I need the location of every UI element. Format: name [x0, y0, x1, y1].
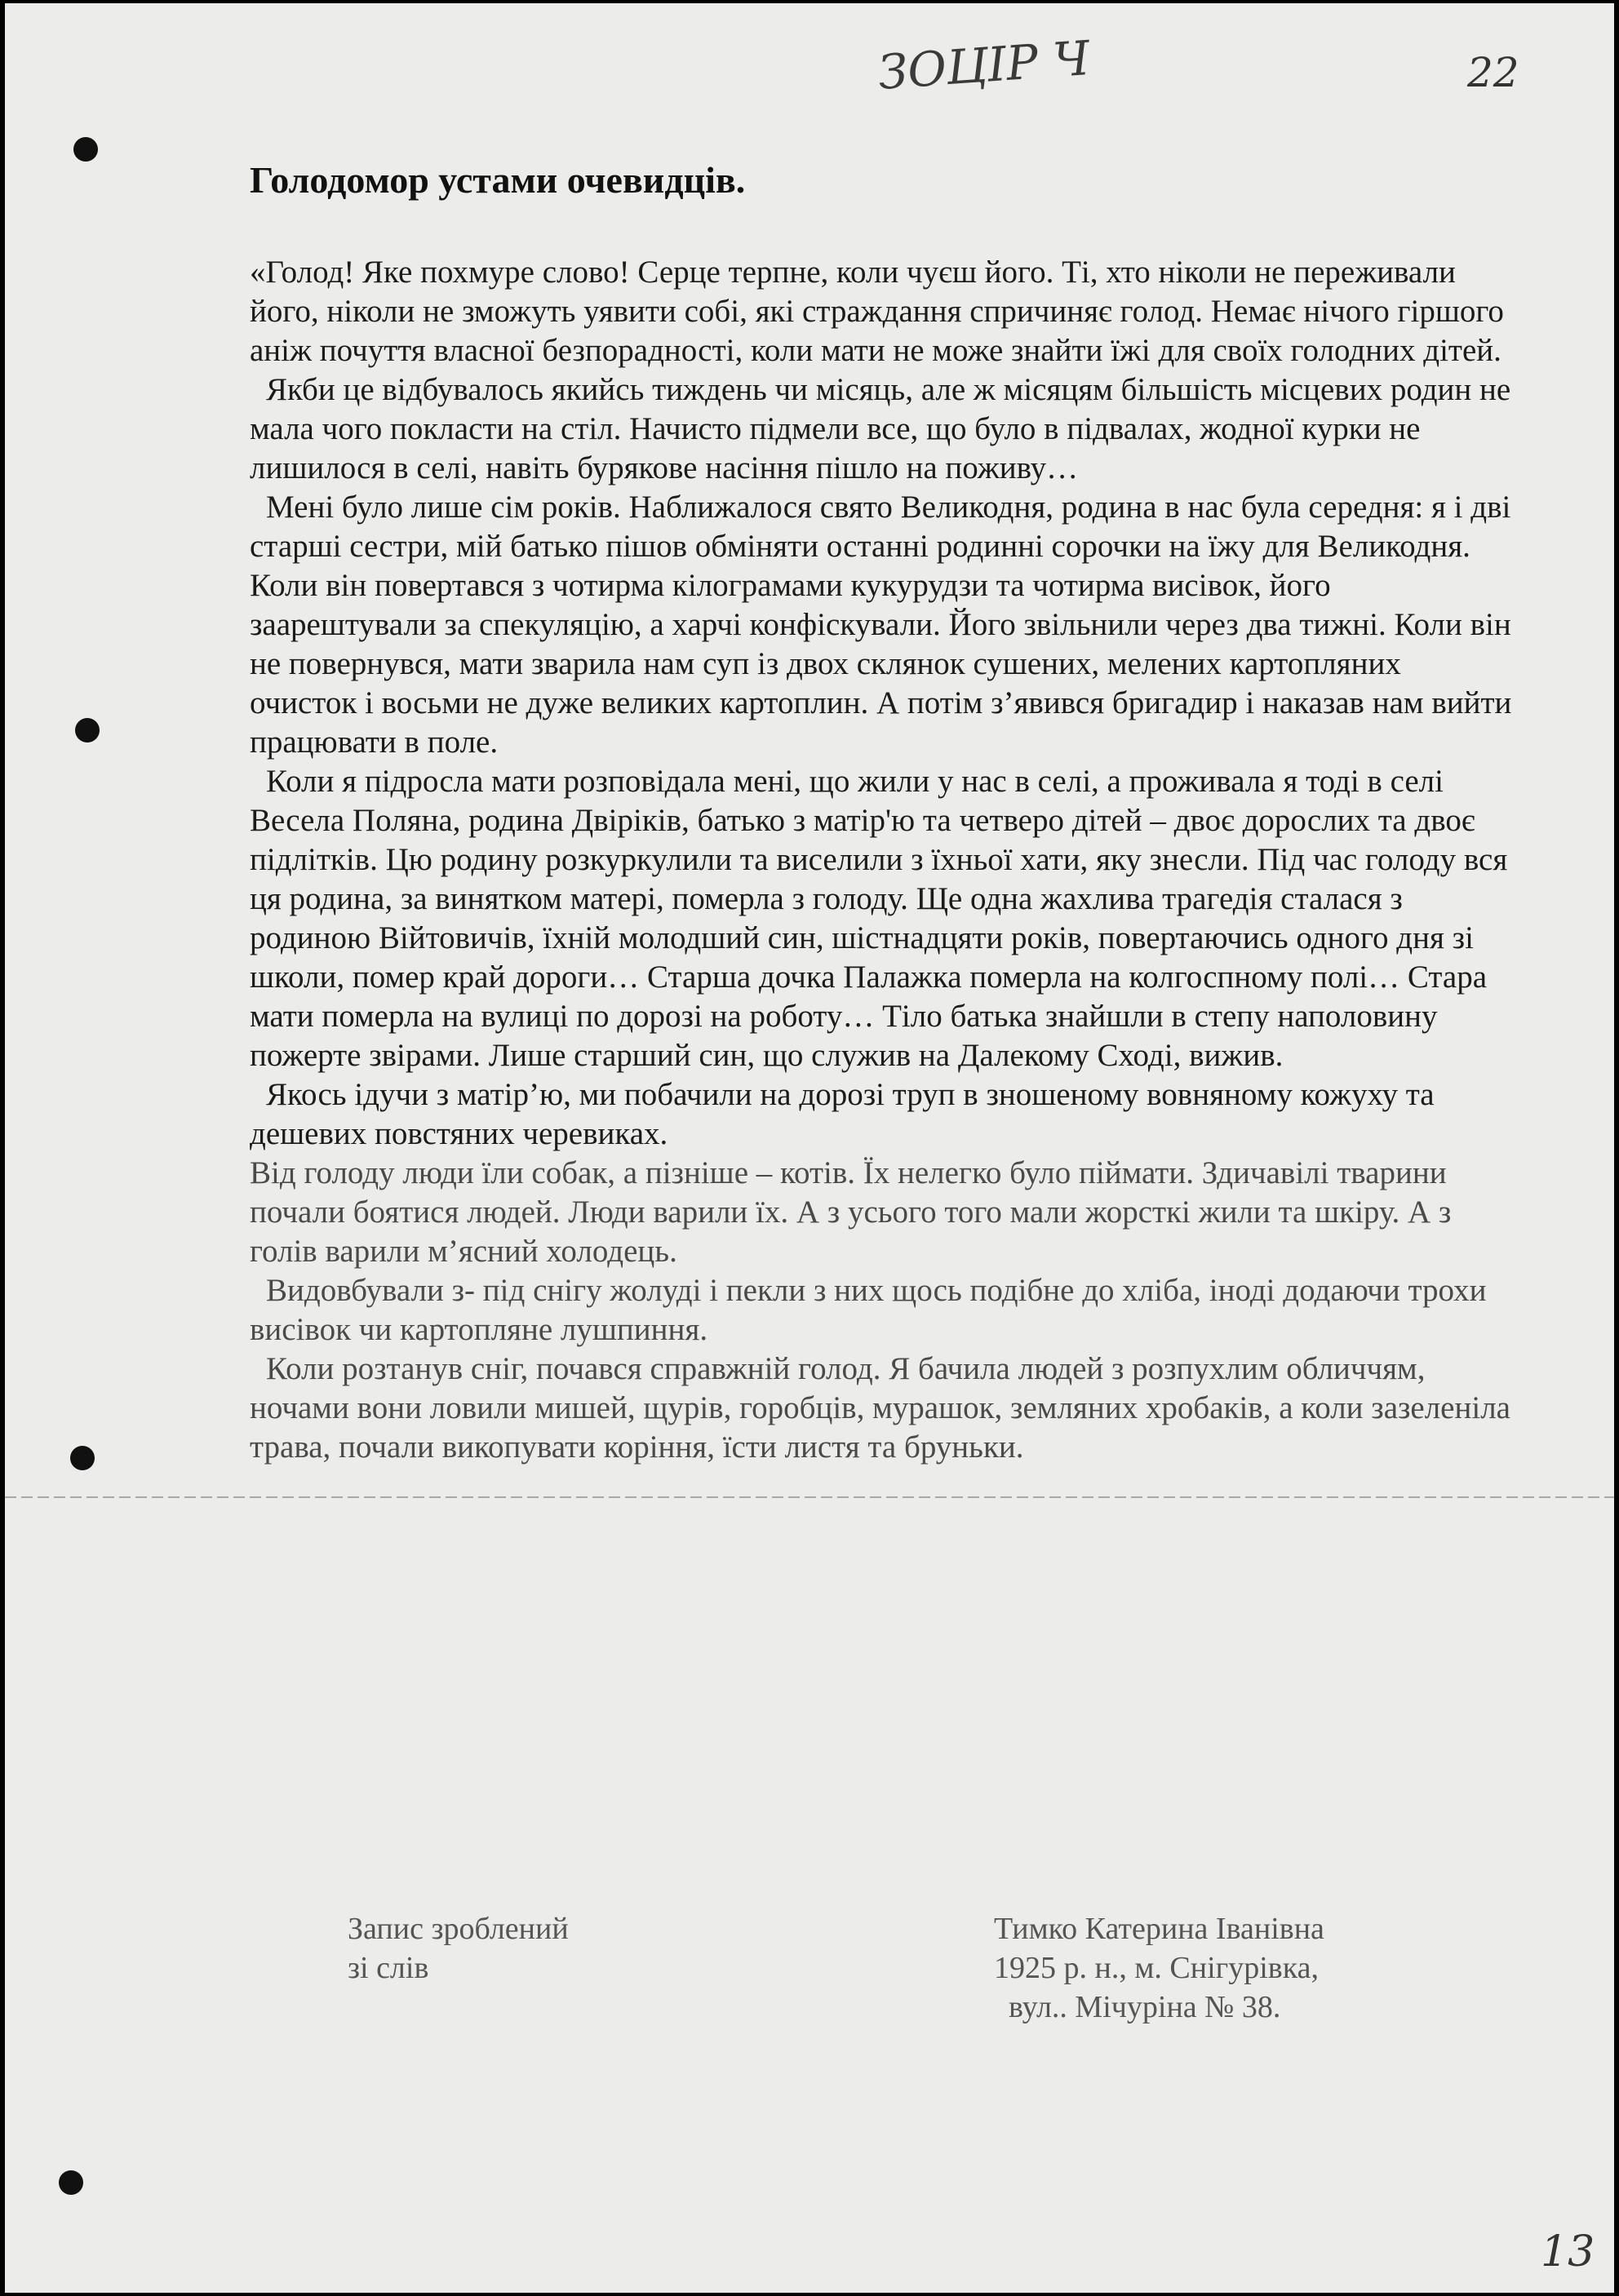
- punch-hole: [73, 137, 98, 162]
- paragraph: Від голоду люди їли собак, а пізніше – котів. Їх нелегко було піймати. Здичавілі тварини почали боятися людей. Люди варили їх. А з усього того мали жорсткі жили та шкіру. А з голів варили м’ясний холодець.: [250, 1155, 1452, 1269]
- document-page: [5, 3, 1614, 2293]
- punch-hole: [70, 1446, 95, 1470]
- sheet-number-handwritten: 22: [1467, 49, 1519, 96]
- informant-info: [994, 1909, 1324, 2027]
- paragraph: Якби це відбувалось якийсь тиждень чи місяць, але ж місяцям більшість місцевих родин не мала чого покласти на стіл. Начисто підмели все, що було в підвалах, жодної курки не лишилося в селі, навіть бурякове насіння пішло на поживу…: [250, 372, 1511, 485]
- record-note: [348, 1909, 569, 1988]
- informant-birth-place: 1925 р. н., м. Снігурівка,: [994, 1951, 1319, 1985]
- scan-artifact-line: [5, 1496, 1614, 1498]
- informant-address: вул.. Мічуріна № 38.: [1009, 1990, 1281, 2024]
- paragraph: Коли я підросла мати розповідала мені, що жили у нас в селі, а проживала я тоді в селі Весела Поляна, родина Двіріків, батько з матір'ю та четверо дітей – двоє дорослих та двоє підлітків. Цю родину розкуркулили та виселили з їхньої хати, яку знесли. Під час голоду вся ця родина, за винятком матері, померла з голоду. Ще одна жахлива трагедія сталася з родиною Війтовичів, їхній молодший син, шістнадцяти років, повертаючись одного дня зі школи, помер край дороги… Старша дочка Палажка померла на колгоспному полі… Стара мати померла на вулиці по дорозі на роботу… Тіло батька знайшли в степу наполовину пожерте звірами. Лише старший син, що служив на Далекому Сході, вижив.: [250, 764, 1508, 1073]
- document-title: Голодомор устами очевидців.: [250, 159, 746, 201]
- paragraph: Якось ідучи з матір’ю, ми побачили на дорозі труп в зношеному вовняному кожуху та дешевих повстяних черевиках.: [250, 1077, 1435, 1151]
- paragraph: Коли розтанув сніг, почався справжній голод. Я бачила людей з розпухлим обличчям, ночами вони ловили мишей, щурів, горобців, мурашок, земляних хробаків, а коли зазеленіла трава, почали викопувати коріння, їсти листя та бруньки.: [250, 1351, 1510, 1465]
- paragraph: Видовбували з- під снігу жолуді і пекли з них щось подібне до хліба, іноді додаючи трохи висівок чи картопляне лушпиння.: [250, 1273, 1487, 1347]
- informant-name: Тимко Катерина Іванівна: [994, 1912, 1324, 1946]
- paragraph: «Голод! Яке похмуре слово! Серце терпне, коли чуєш його. Ті, хто ніколи не переживали його, ніколи не зможуть уявити собі, які страждання спричиняє голод. Немає нічого гіршого аніж почуття власної безпорадності, коли мати не може знайти їжі для своїх голодних дітей.: [250, 255, 1504, 368]
- record-note-line: зі слів: [348, 1951, 429, 1985]
- record-note-line: Запис зроблений: [348, 1912, 569, 1946]
- punch-hole: [75, 718, 100, 742]
- testimony-text: [250, 253, 1515, 1467]
- paragraph: Мені було лише сім років. Наближалося свято Великодня, родина в нас була середня: я і дві старші сестри, мій батько пішов обміняти останні родинні сорочки на їжу для Великодня. Коли він повертався з чотирма кілограмами кукурудзи та чотирма висівок, його заарештували за спекуляцію, а харчі конфіскували. Його звільнили через два тижні. Коли він не повернувся, мати зварила нам суп із двох склянок сушених, мелених картопляних очисток і восьми не дуже великих картоплин. А потім з’явився бригадир і наказав нам вийти працювати в поле.: [250, 490, 1512, 760]
- page-number-handwritten: 13: [1541, 2227, 1595, 2276]
- punch-hole: [59, 2170, 83, 2195]
- archive-stamp-handwritten: ЗОЦІР Ч: [876, 30, 1092, 100]
